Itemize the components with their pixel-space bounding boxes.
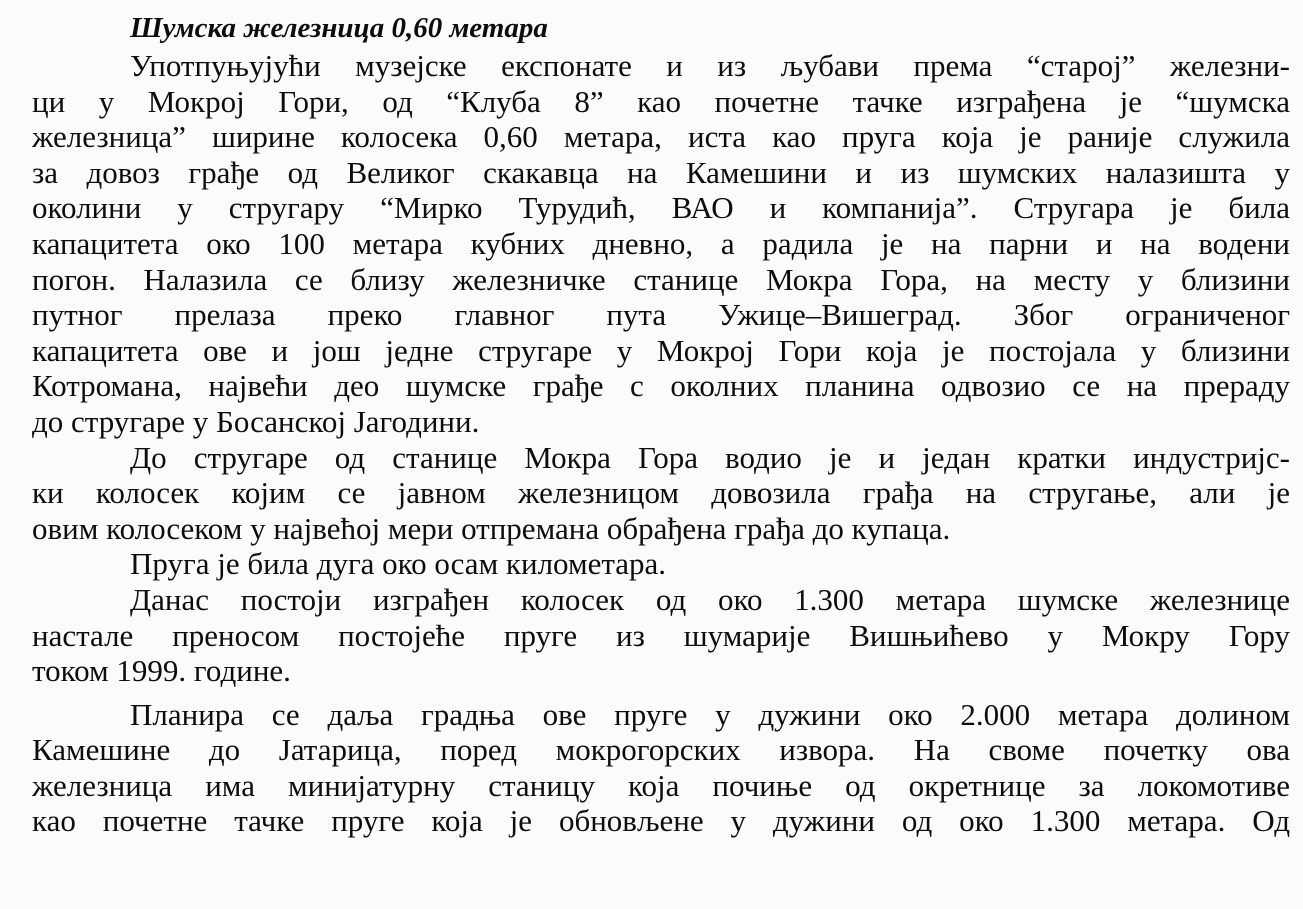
text-line: овим колосеком у највећој мери отпремана обрађена грађа до купаца.: [32, 510, 951, 546]
paragraph-planned-extension: [32, 697, 1290, 839]
text-line: ци у Мокрој Гори, од “Клуба 8” као почетне тачке изграђена је “шумска: [32, 83, 1290, 119]
text-line: ки колосек којим се јавном железницом довозила грађа на стругање, али је: [32, 475, 1290, 511]
text-line: железница има минијатурну станицу која почиње од окретнице за локомотиве: [32, 767, 1290, 803]
text-line: Употпуњујући музејске експонате и из љубави према “старој” железни-: [130, 48, 1290, 83]
text-line: путног прелаза преко главног пута Ужице–Вишеград. Због ограниченог: [32, 297, 1290, 333]
text-line: настале преносом постојеће пруге из шумарије Вишњићево у Мокру Гору: [32, 617, 1290, 653]
paragraph-current-track: [32, 582, 1290, 689]
text-line: до стругаре у Босанској Јагодини.: [32, 403, 480, 439]
text-line: погон. Налазила се близу железничке станице Мокра Гора, на месту у близини: [32, 261, 1290, 297]
text-line: капацитета ове и још једне стругаре у Мокрој Гори која је постојала у близини: [32, 332, 1290, 368]
text-line: Котромана, највећи део шумске грађе с околних планина одвозио се на прераду: [32, 368, 1290, 404]
paragraph-track-length: [32, 546, 1290, 582]
text-line: До стругаре од станице Мокра Гора водио је и један кратки индустријс-: [130, 439, 1290, 475]
text-line: као почетне тачке пруге која је обновљене у дужини од око 1.300 метара. Од: [32, 803, 1290, 839]
text-line: железница” ширине колосека 0,60 метара, иста као пруга која је раније служила: [32, 119, 1290, 155]
text-line: Планира се даља градња ове пруге у дужини око 2.000 метара долином: [130, 696, 1290, 732]
section-title: Шумска железница 0,60 метара: [130, 12, 548, 44]
text-line: околини у стругару “Мирко Турудић, ВАО и компанија”. Стругара је била: [32, 190, 1290, 226]
text-line: Данас постоји изграђен колосек од око 1.300 метара шумске железнице: [130, 581, 1290, 617]
paragraph-sawmill: [32, 48, 1290, 440]
document-page: [32, 8, 1290, 839]
paragraph-industrial-track: [32, 440, 1290, 547]
text-line: Пруга је била дуга око осам километара.: [130, 546, 667, 582]
text-line: капацитета око 100 метара кубних дневно, а радила је на парни и на водени: [32, 225, 1290, 261]
text-line: за довоз грађе од Великог скакавца на Камешини и из шумских налазишта у: [32, 154, 1290, 190]
text-line: Камешине до Јатарица, поред мокрогорских извора. На своме почетку ова: [32, 732, 1290, 768]
text-line: током 1999. године.: [32, 653, 291, 689]
